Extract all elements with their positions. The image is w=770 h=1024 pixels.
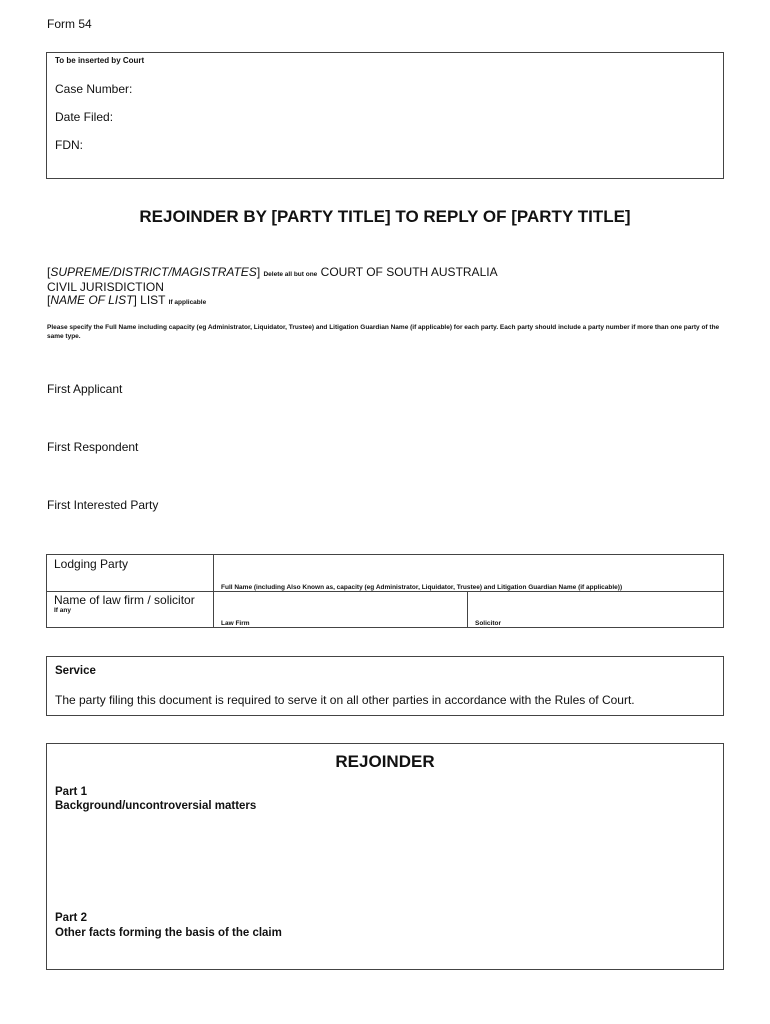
party-instruction: Please specify the Full Name including capacity (eg Administrator, Liquidator, Trustee) and Litigation Guardian Name (if applicable) for each party. Each party should include a party number if more than one party of the same type. xyxy=(47,324,720,340)
court-options: SUPREME/DISTRICT/MAGISTRATES xyxy=(50,265,257,279)
rejoinder-heading: REJOINDER xyxy=(335,752,435,771)
party-first-interested: First Interested Party xyxy=(47,498,159,512)
date-filed-label: Date Filed: xyxy=(55,110,114,124)
document-title: REJOINDER BY [PARTY TITLE] TO REPLY OF [PARTY TITLE] xyxy=(139,207,631,226)
case-number-label: Case Number: xyxy=(55,82,133,96)
law-firm-label: Name of law firm / solicitor xyxy=(54,593,195,607)
service-heading: Service xyxy=(55,665,96,677)
if-applicable-note: If applicable xyxy=(168,299,207,306)
law-firm-field[interactable] xyxy=(213,591,468,628)
court-line: [SUPREME/DISTRICT/MAGISTRATES] Delete all but one COURT OF SOUTH AUSTRALIA xyxy=(47,265,498,279)
service-text: The party filing this document is required to serve it on all other parties in accordance with the Rules of Court. xyxy=(55,693,635,707)
rejoinder-box xyxy=(46,743,724,970)
solicitor-caption: Solicitor xyxy=(475,620,502,627)
list-name: NAME OF LIST xyxy=(50,293,134,307)
party-first-respondent: First Respondent xyxy=(47,440,139,454)
lodging-party-label-cell xyxy=(46,554,214,592)
lodging-table xyxy=(46,554,724,628)
delete-note: Delete all but one xyxy=(263,271,318,278)
court-use-box xyxy=(46,52,724,179)
list-suffix: LIST xyxy=(140,293,166,307)
part1-title: Background/uncontroversial matters xyxy=(55,800,257,812)
court-name: COURT OF SOUTH AUSTRALIA xyxy=(320,265,498,279)
service-box xyxy=(46,656,724,716)
jurisdiction: CIVIL JURISDICTION xyxy=(47,280,164,294)
full-name-caption: Full Name (including Also Known as, capacity (eg Administrator, Liquidator, Trustee) and Litigation Guardian Name (if applicable)) xyxy=(221,584,623,591)
form-label: Form 54 xyxy=(47,17,92,31)
fdn-label: FDN: xyxy=(55,138,83,152)
part2-title: Other facts forming the basis of the claim xyxy=(55,927,282,939)
lodging-party-label: Lodging Party xyxy=(54,557,129,571)
law-firm-caption: Law Firm xyxy=(221,620,250,627)
law-firm-label-cell xyxy=(46,591,214,628)
list-line: [NAME OF LIST] LIST If applicable xyxy=(47,293,207,307)
part2-label: Part 2 xyxy=(55,912,87,924)
lodging-party-name-field[interactable] xyxy=(213,554,724,592)
if-any-note: If any xyxy=(54,607,71,614)
party-first-applicant: First Applicant xyxy=(47,382,123,396)
court-box-heading: To be inserted by Court xyxy=(55,56,145,65)
part1-label: Part 1 xyxy=(55,786,87,798)
solicitor-field[interactable] xyxy=(467,591,724,628)
